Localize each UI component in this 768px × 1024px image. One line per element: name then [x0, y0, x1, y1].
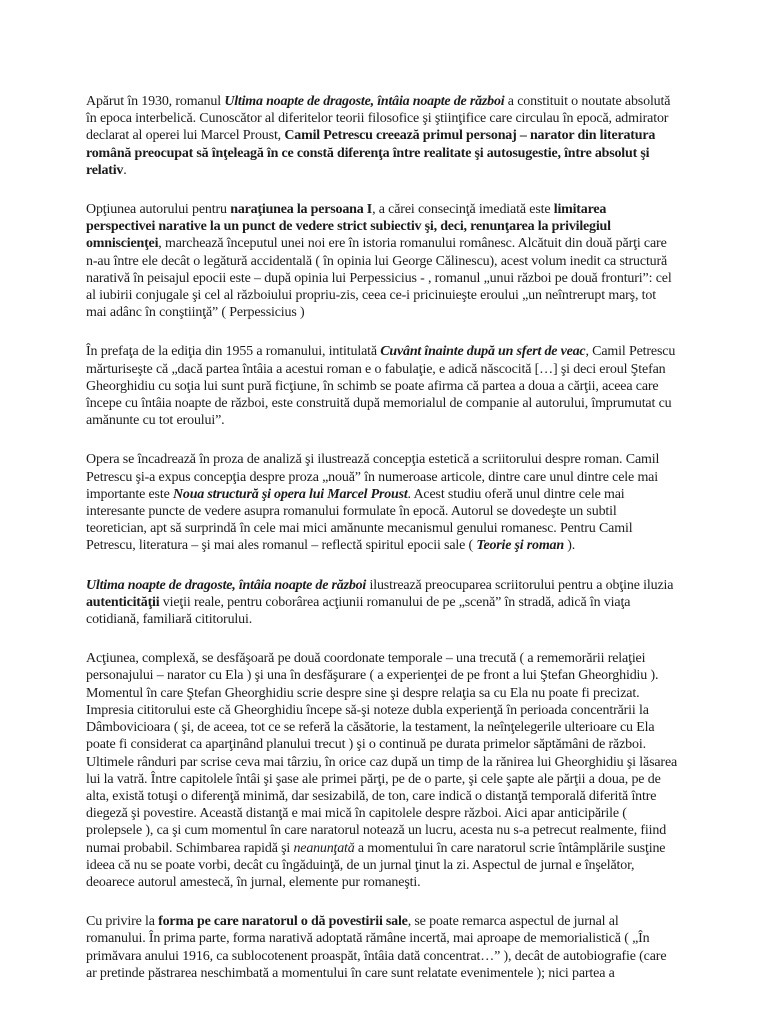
emphasis-bold: limitarea perspectivei narative la un punct de vedere strict subiectiv şi, deci, renunţarea la privilegiul omniscienţei — [86, 202, 611, 252]
text-run: , a cărei consecinţă imediată este — [372, 202, 554, 218]
text-run: Opera se încadrează în proza de analiză şi ilustrează concepţia estetică a scriitorului despre roman. Camil Petrescu şi-a expus concepţia despre proza „nouă” în numeroase articole, dintre care unul dintre cele mai importante este — [86, 452, 660, 502]
text-run: , Camil Petrescu mărturiseşte că „dacă partea întâia a acestui roman e o fabulaţie, e adică născocită […] şi deci eroul Ştefan Gheorghidiu cu soţia lui sunt pură ficţiune, în schimb se poate afirma că partea a doua a cărţii, aceea care începe cu întâia noapte de război, este construită după memorialul de companie al autorului, împrumutat cu amănunte cu tot eroului”. — [86, 344, 676, 429]
text-run: vieţii reale, pentru coborârea acţiunii romanului de pe „scenă” în stradă, adică în viaţa cotidiană, familiară cititorului. — [86, 594, 631, 628]
essay-title: Noua structură şi opera lui Marcel Proust — [173, 486, 408, 502]
paragraph — [86, 451, 678, 554]
essay-title: Teorie şi roman — [476, 538, 564, 554]
emphasis-bold: Camil Petrescu creează primul personaj – narator din literatura română preocupat să înţeleagă în ce constă diferenţa între realitate şi autosugestie, între absolut şi relativ — [86, 128, 656, 178]
paragraph — [86, 93, 678, 179]
text-run: Apărut în 1930, romanul — [86, 94, 225, 109]
text-run: a constituit o noutate absolută în epoca interbelică. Cunoscător al diferitelor teorii filosofice şi ştiinţifice care circulau în epocă, admirator declarat al operei lui Marcel Proust, — [86, 94, 671, 144]
emphasis-italic: neanunţată — [293, 840, 355, 856]
preface-title: Cuvânt înainte după un sfert de veac — [380, 344, 586, 360]
text-run: Cu privire la — [86, 914, 159, 930]
paragraph — [86, 577, 678, 629]
novel-title: Ultima noapte de dragoste, întâia noapte de război — [224, 94, 505, 109]
text-run: Acţiunea, complexă, se desfăşoară pe două coordonate temporale – una trecută ( a rememorării relaţiei personajului – narator cu Ela ) şi una în desfăşurare ( a experienţei de pe front a lui Ştefan Gheorghidiu ). Momentul în care Ştefan Gheorghidiu scrie despre sine şi despre relaţia sa cu Ela nu poate fi precizat. Impresia cititorului este că Gheorghidiu începe să-şi noteze dubla experienţă în perioada concentrării la Dâmbovicioara ( şi, de aceea, tot ce se referă la căsătorie, la testament, la neînţelegerile ulterioare cu Ela poate fi considerat ca aparţinând planului trecut ) şi o continuă pe durata primelor săptămâni de război. Ultimele rânduri par scrise ceva mai târziu, în orice caz după un timp de la rănirea lui Gheorghidiu şi lăsarea lui la vatră. Între capitolele întâi şi şase ale primei părţi, pe de o parte, şi cele şapte ale părţii a doua, pe de alta, există totuşi o diferenţă minimă, dar sesizabilă, de ton, care indică o distanţă temporală diferită între diegeză şi povestire. Această distanţă e mai mică în capitolele despre război. Aici apar anticipările ( prolepsele ), ca şi cum momentul în care naratorul notează un lucru, acesta nu s-a petrecut realmente, fiind numai probabil. Schimbarea rapidă şi — [86, 651, 678, 856]
paragraph — [86, 201, 678, 321]
text-run: . — [123, 162, 127, 178]
emphasis-bold: forma pe care naratorul o dă povestirii sale — [158, 914, 408, 930]
text-run: În prefaţa de la ediţia din 1955 a romanului, intitulată — [86, 344, 381, 360]
text-run: ). — [563, 538, 576, 554]
emphasis-bold: autenticităţii — [86, 594, 160, 610]
text-run: Opţiunea autorului pentru — [86, 202, 231, 218]
text-run: ilustrează preocuparea scriitorului pentru a obţine iluzia — [366, 577, 674, 593]
text-run: . Acest studiu oferă unul dintre cele mai interesante puncte de vedere asupra romanului formulate în epocă. Autorul se dovedeşte un subtil teoretician, apt să surprindă în cele mai mici amănunte mecanismul genului romanesc. Pentru Camil Petrescu, literatura – şi mai ales romanul – reflectă spiritul epocii sale ( — [86, 486, 633, 554]
paragraph — [86, 913, 678, 982]
novel-title: Ultima noapte de dragoste, întâia noapte de război — [86, 577, 367, 593]
paragraph — [86, 343, 678, 429]
text-run: a momentului în care naratorul scrie întâmplările susţine ideea că nu se poate vorbi, decât cu îngăduinţă, de un jurnal ţinut la zi. Aspectul de jurnal e înşelător, deoarece autorul amestecă, în jurnal, elemente pur romaneşti. — [86, 840, 666, 890]
emphasis-bold: naraţiunea la persoana I — [230, 202, 373, 218]
text-run: , marchează începutul unei noi ere în istoria romanului românesc. Alcătuit din două părţi care n-au între ele decât o legătură accidentală ( în opinia lui George Călinescu), acest volum inedit ca structură narativă în peisajul epocii este – după opinia lui Perpessicius - , romanul „unui război pe două fronturi”: cel al iubirii conjugale şi cel al războiului propriu-zis, ceea ce-i pricinuieşte eroului „un neîntrerupt marş, tot mai adânc în conştiinţă” ( Perpessicius ) — [86, 236, 672, 321]
text-run: , se poate remarca aspectul de jurnal al romanului. În prima parte, forma narativă adoptată rămâne incertă, mai aproape de memorialistică ( „În primăvara anului 1916, ca sublocotenent proaspăt, întâia dată concentrat…” ), decât de autobiografie (care ar pretinde păstrarea neschimbată a momentului în care sunt relatate evenimentele ); nici partea a — [86, 914, 667, 981]
paragraph — [86, 650, 678, 891]
